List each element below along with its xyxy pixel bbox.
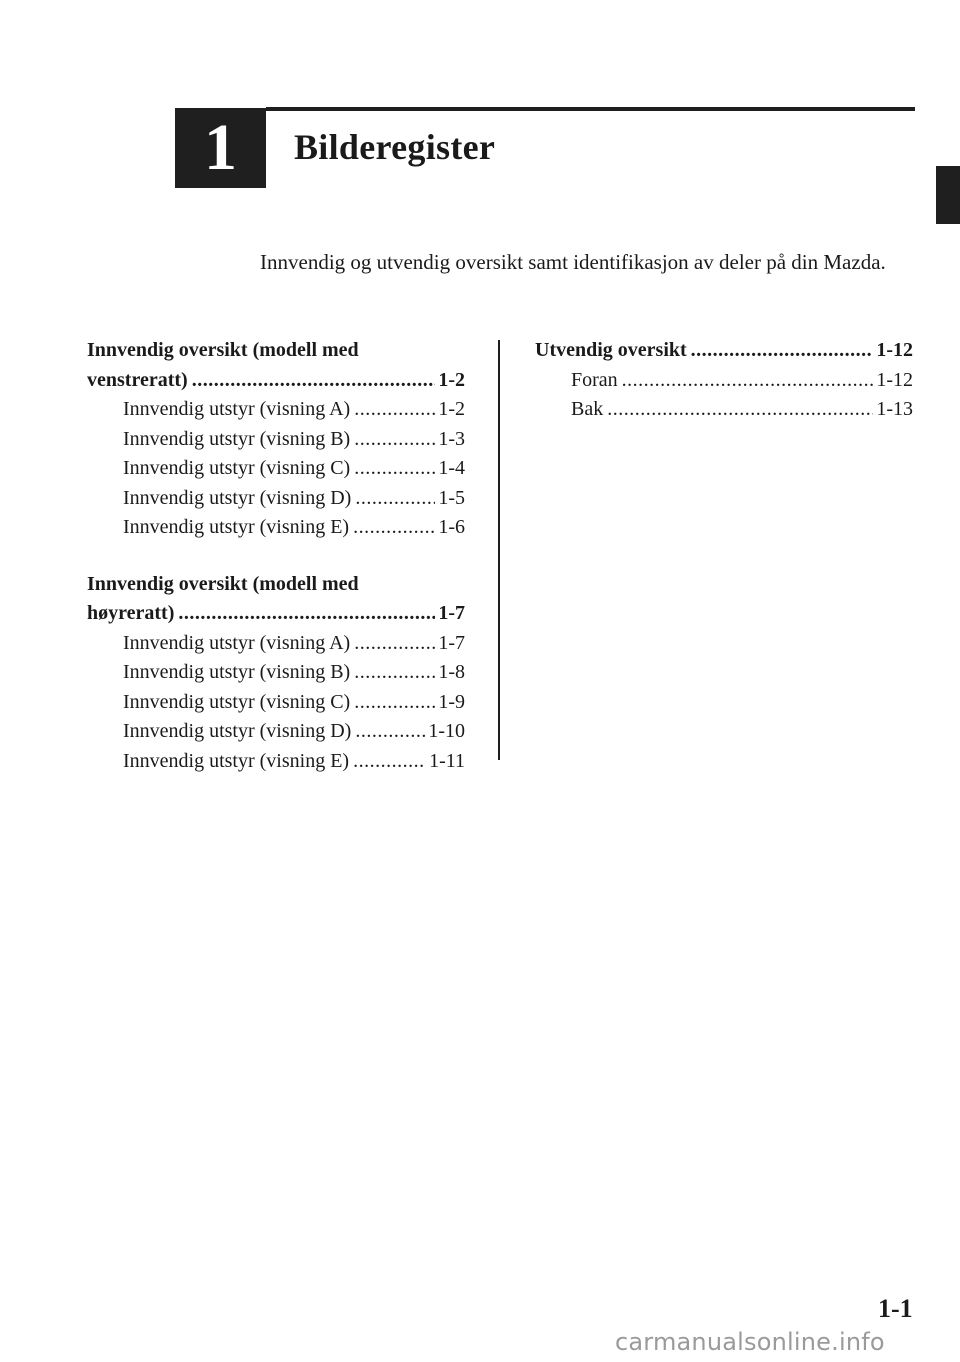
toc-section-entry[interactable] [87, 599, 465, 629]
toc-leader-dots [354, 688, 435, 718]
toc-item-label: Innvendig utstyr (visning B) [123, 661, 351, 683]
toc-section-left-hand-drive [87, 336, 465, 543]
toc-leader-dots [353, 747, 426, 777]
toc-item-page: 1-2 [438, 398, 465, 420]
toc-item-label: Innvendig utstyr (visning A) [123, 398, 351, 420]
chapter-title: Bilderegister [294, 127, 496, 167]
toc-section-title: Innvendig oversikt (modell med [87, 339, 359, 361]
toc-item[interactable] [87, 747, 465, 777]
toc-leader-dots [354, 454, 435, 484]
toc-item-page: 1-10 [428, 720, 465, 742]
toc-entry-page: 1-12 [876, 339, 913, 361]
toc-item-page: 1-4 [438, 457, 465, 479]
toc-item-label: Innvendig utstyr (visning C) [123, 457, 351, 479]
toc-item[interactable] [535, 395, 913, 425]
toc-leader-dots [354, 629, 435, 659]
chapter-side-tab [936, 166, 960, 224]
toc-item-page: 1-3 [438, 427, 465, 450]
toc-item-label: Innvendig utstyr (visning D) [123, 720, 352, 742]
toc-item-page: 1-9 [438, 690, 465, 713]
toc-item-label: Innvendig utstyr (visning B) [123, 427, 351, 450]
watermark-text: carmanualsonline.info [615, 1328, 885, 1356]
intro-text: Innvendig og utvendig oversikt samt identifikasjon av deler på din Mazda. [260, 250, 886, 274]
toc-leader-dots [354, 395, 435, 425]
toc-item-label: Innvendig utstyr (visning E) [123, 749, 350, 772]
toc-item-label: Innvendig utstyr (visning C) [123, 690, 351, 713]
toc-item-page: 1-5 [438, 486, 465, 509]
toc-left-column [87, 336, 465, 803]
column-divider [498, 340, 500, 760]
toc-item-page: 1-6 [438, 516, 465, 538]
toc-item[interactable] [87, 454, 465, 484]
toc-item[interactable] [87, 717, 465, 747]
toc-leader-dots [355, 717, 425, 747]
toc-leader-dots [353, 513, 435, 543]
header-rule [266, 107, 915, 111]
toc-leader-dots [607, 395, 873, 425]
toc-item-page: 1-11 [429, 749, 465, 772]
toc-item[interactable] [87, 629, 465, 659]
toc-leader-dots [354, 658, 435, 688]
toc-leader-dots [355, 484, 435, 514]
toc-item[interactable] [87, 484, 465, 514]
toc-item-page: 1-13 [876, 398, 913, 420]
toc-leader-dots [354, 425, 435, 455]
toc-item[interactable] [87, 658, 465, 688]
toc-leader-dots [178, 599, 435, 629]
toc-entry-page: 1-2 [438, 368, 465, 391]
toc-item-label: Innvendig utstyr (visning E) [123, 516, 350, 538]
toc-item[interactable] [87, 395, 465, 425]
toc-item-label: Innvendig utstyr (visning D) [123, 486, 352, 509]
toc-item[interactable] [87, 425, 465, 455]
page-number: 1-1 [878, 1294, 913, 1323]
toc-entry-page: 1-7 [438, 602, 465, 624]
toc-section-entry[interactable] [87, 366, 465, 396]
toc-right-column [535, 336, 913, 452]
toc-entry-label: høyreratt) [87, 602, 175, 624]
toc-entry-label: Utvendig oversikt [535, 339, 687, 361]
chapter-number: 1 [204, 111, 237, 184]
toc-item[interactable] [535, 366, 913, 396]
toc-item-label: Foran [571, 368, 618, 391]
toc-item-page: 1-7 [438, 631, 465, 654]
toc-item-page: 1-8 [438, 661, 465, 683]
toc-item[interactable] [87, 688, 465, 718]
toc-leader-dots [622, 366, 874, 396]
toc-leader-dots [192, 366, 436, 396]
toc-leader-dots [691, 336, 874, 366]
toc-section-title: Innvendig oversikt (modell med [87, 572, 359, 595]
toc-section-exterior [535, 336, 913, 425]
toc-entry-label: venstreratt) [87, 368, 188, 391]
toc-item-label: Innvendig utstyr (visning A) [123, 631, 351, 654]
toc-item-page: 1-12 [876, 368, 913, 391]
toc-section-entry[interactable] [535, 336, 913, 366]
toc-section-right-hand-drive [87, 570, 465, 777]
toc-item-label: Bak [571, 398, 604, 420]
toc-item[interactable] [87, 513, 465, 543]
chapter-number-box [175, 108, 266, 188]
